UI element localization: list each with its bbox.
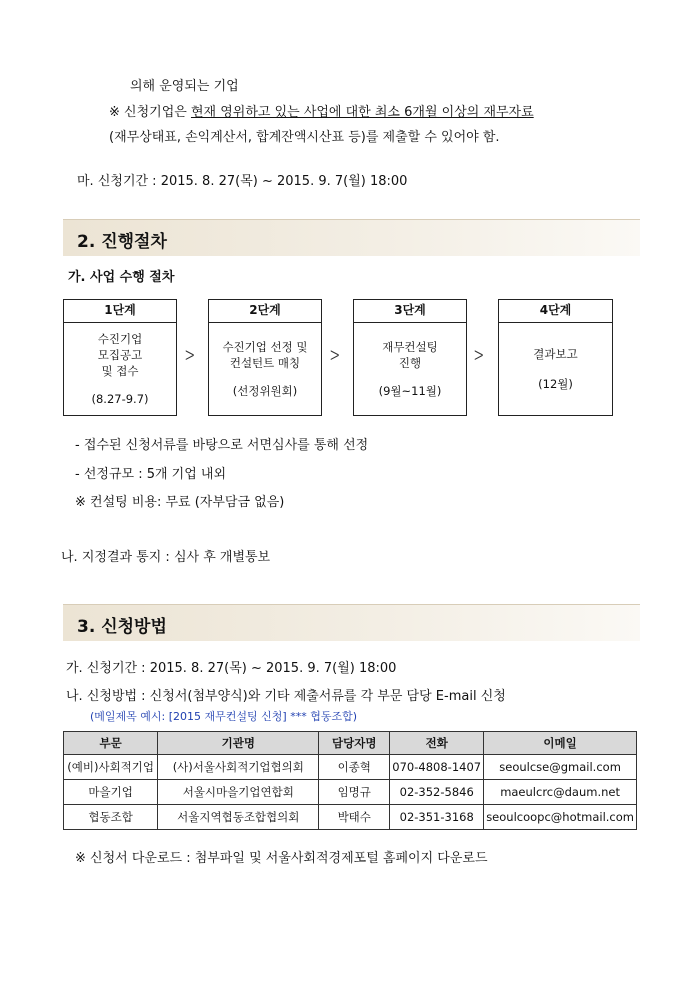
step-text: 모집공고	[97, 348, 143, 362]
step-text: 진행	[398, 356, 422, 370]
arrow-icon: ᐳ	[330, 349, 340, 364]
intro-line: 의해 운영되는 기업	[130, 79, 239, 94]
table-cell: 박태수	[319, 805, 390, 830]
selection-scale: - 선정규모 : 5개 기업 내외	[75, 467, 227, 482]
step-label: 1단계	[64, 300, 176, 323]
result-notice: 나. 지정결과 통지 : 심사 후 개별통보	[61, 550, 271, 565]
process-step-3	[353, 299, 467, 416]
step-label: 2단계	[209, 300, 321, 323]
table-cell: (예비)사회적기업	[64, 755, 158, 780]
table-cell: 서울시마을기업연합회	[158, 780, 319, 805]
arrow-icon: ᐳ	[185, 349, 195, 364]
column-header: 담당자명	[319, 732, 390, 755]
intro-note-detail: (재무상태표, 손익계산서, 합계잔액시산표 등)를 제출할 수 있어야 함.	[109, 130, 500, 145]
section-title: 3. 신청방법	[77, 617, 167, 637]
table-row	[64, 780, 637, 805]
step-period: (8.27-9.7)	[91, 392, 149, 406]
arrow-icon: ᐳ	[474, 349, 484, 364]
table-cell: maeulcrc@daum.net	[484, 780, 637, 805]
table-cell: 서울지역협동조합협의회	[158, 805, 319, 830]
mail-subject-example: (메일제목 예시: [2015 재무컨설팅 신청] *** 협동조합)	[90, 710, 357, 723]
column-header: 이메일	[484, 732, 637, 755]
process-step-4	[498, 299, 613, 416]
table-cell: 임명규	[319, 780, 390, 805]
download-note: ※ 신청서 다운로드 : 첨부파일 및 서울사회적경제포털 홈페이지 다운로드	[75, 851, 488, 866]
application-period: 마. 신청기간 : 2015. 8. 27(목) ~ 2015. 9. 7(월) 18:00	[77, 174, 408, 189]
table-cell: seoulcse@gmail.com	[484, 755, 637, 780]
section-header-progress	[63, 219, 640, 256]
application-period: 가. 신청기간 : 2015. 8. 27(목) ~ 2015. 9. 7(월) 18:00	[66, 661, 397, 676]
step-text: 수진기업	[97, 332, 143, 346]
step-text: 결과보고	[533, 347, 578, 361]
process-step-2	[208, 299, 322, 416]
application-method: 나. 신청방법 : 신청서(첨부양식)와 기타 제출서류를 각 부문 담당 E-mail 신청	[66, 689, 506, 704]
step-text: 재무컨설팅	[382, 340, 438, 354]
intro-note-prefix: ※ 신청기업은	[109, 105, 191, 120]
intro-note	[109, 101, 534, 120]
intro-note-underlined: 현재 영위하고 있는 사업에 대한 최소 6개월 이상의 재무자료	[190, 105, 534, 120]
subsection-title: 가. 사업 수행 절차	[68, 270, 175, 285]
selection-note: - 접수된 신청서류를 바탕으로 서면심사를 통해 선정	[75, 438, 369, 453]
table-cell: seoulcoopc@hotmail.com	[484, 805, 637, 830]
step-period: (12월)	[538, 377, 573, 391]
step-text: 컨설턴트 매칭	[229, 356, 301, 370]
table-cell: (사)서울사회적기업협의회	[158, 755, 319, 780]
step-text: 수진기업 선정 및	[222, 340, 308, 354]
contact-table	[63, 731, 637, 830]
column-header: 전화	[390, 732, 484, 755]
process-step-1	[63, 299, 177, 416]
column-header: 부문	[64, 732, 158, 755]
column-header: 기관명	[158, 732, 319, 755]
table-cell: 070-4808-1407	[390, 755, 484, 780]
table-cell: 이종혁	[319, 755, 390, 780]
table-row	[64, 755, 637, 780]
section-header-application	[63, 604, 640, 641]
table-row	[64, 805, 637, 830]
step-period: (9월~11월)	[378, 384, 442, 398]
table-cell: 02-351-3168	[390, 805, 484, 830]
table-cell: 마을기업	[64, 780, 158, 805]
table-cell: 협동조합	[64, 805, 158, 830]
section-title: 2. 진행절차	[77, 232, 167, 252]
step-text: 및 접수	[101, 364, 139, 378]
table-cell: 02-352-5846	[390, 780, 484, 805]
step-label: 4단계	[499, 300, 612, 323]
consulting-cost: ※ 컨설팅 비용: 무료 (자부담금 없음)	[75, 495, 285, 510]
table-header-row	[64, 732, 637, 755]
step-period: (선정위원회)	[232, 384, 298, 398]
step-label: 3단계	[354, 300, 466, 323]
